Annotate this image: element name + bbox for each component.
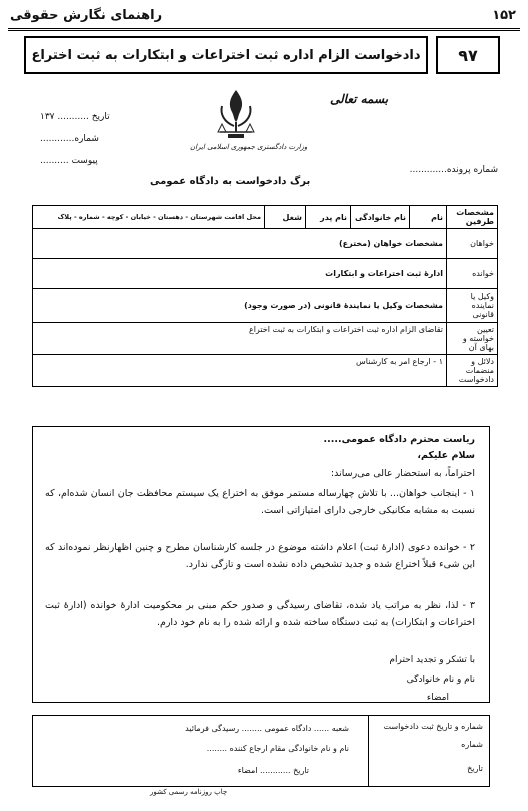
greeting: سلام علیکم،	[417, 450, 475, 461]
header-rule-2	[8, 30, 520, 31]
table-row	[33, 323, 498, 355]
closing: با تشکر و تجدید احترام	[389, 655, 475, 665]
iran-emblem-icon	[212, 86, 260, 141]
book-title: راهنمای نگارش حقوقی	[10, 8, 163, 23]
bismillah: بسمه تعالی	[330, 92, 389, 106]
table-header: شغل	[265, 206, 306, 229]
table-header: مشخصات طرفین	[447, 206, 498, 229]
row-value: ۱ - ارجاع امر به کارشناس	[33, 355, 447, 387]
attachment-field: پیوست ..........	[40, 156, 98, 166]
paragraph-3: ۳ - لذا، نظر به مراتب یاد شده، تقاضای رسیدگی و صدور حکم مبنی بر محکومیت ادارهٔ خوانده (ادارهٔ ثبت اختراعات و ابتکارات) به ثبت دستگاه ساخته شده و ارائه شده را به نام خود دارم.	[45, 600, 475, 628]
table-row	[33, 259, 498, 289]
name-line: نام و نام خانوادگی	[406, 675, 475, 685]
table-header: نام خانوادگی	[351, 206, 410, 229]
paragraph-2: ۲ - خوانده دعوی (ادارهٔ ثبت) اعلام داشته موضوع در جلسه کارشناسان مطرح و چنین اظهارنظر نموده‌اند که این شیء قبلاً اختراع شده و جدید تشخیص داده نشده است و تازگی ندارد.	[45, 542, 475, 570]
parties-table	[32, 205, 498, 387]
table-row	[33, 229, 498, 259]
table-header: محل اقامت شهرستان - دهستان - خیابان - کوچه - شماره - پلاک	[33, 206, 265, 229]
printer-note: چاپ روزنامه رسمی کشور	[150, 788, 228, 796]
registration-date: تاریخ	[467, 764, 483, 773]
row-label: خوانده	[447, 259, 498, 289]
table-header-row	[33, 206, 498, 229]
paragraph-1: ۱ - اینجانب خواهان... با تلاش چهارساله مستمر موفق به اختراع یک سیستم محافظت جان انسان شده‌ام، که نسبت به مشابه مکانیکی خارجی دارای امتیازاتی است.	[45, 488, 475, 516]
petition-body	[32, 426, 490, 703]
table-row	[33, 289, 498, 323]
file-number-field: شماره پرونده.............	[409, 165, 498, 175]
ministry-name: وزارت دادگستری جمهوری اسلامی ایران	[190, 143, 308, 151]
row-label: وکیل یا نماینده قانونی	[447, 289, 498, 323]
petition-heading: برگ دادخواست به دادگاه عمومی	[150, 176, 311, 187]
registration-label: شماره و تاریخ ثبت دادخواست	[383, 722, 483, 731]
salutation: ریاست محترم دادگاه عمومی.....	[323, 434, 475, 445]
row-value: ادارهٔ ثبت اختراعات و ابتکارات	[33, 259, 447, 289]
judge-line: نام و نام خانوادگی مقام ارجاع کننده ........	[206, 744, 349, 753]
registration-number: شماره	[461, 740, 483, 749]
row-label: دلائل و منضمات دادخواست	[447, 355, 498, 387]
table-header: نام پدر	[306, 206, 351, 229]
form-title: دادخواست الزام اداره ثبت اختراعات و ابتکارات به ثبت اختراع	[24, 36, 428, 74]
table-header: نام	[410, 206, 447, 229]
row-label: خواهان	[447, 229, 498, 259]
signature-line: امضاء	[426, 693, 449, 703]
page-number: ۱۵۲	[492, 8, 516, 23]
header-rule	[8, 28, 520, 29]
row-value: تقاضای الزام اداره ثبت اختراعات و ابتکارات به ثبت اختراع	[33, 323, 447, 355]
footer-divider	[368, 716, 369, 786]
form-number: ۹۷	[436, 36, 500, 74]
number-field: شماره............	[40, 134, 99, 144]
row-value: مشخصات وکیل یا نمایندهٔ قانونی (در صورت وجود)	[33, 289, 447, 323]
date-field: تاریخ ........... ۱۳۷	[40, 112, 110, 122]
date-signature-line: تاریخ ............ امضاء	[237, 766, 309, 775]
registration-footer	[32, 715, 490, 787]
row-value: مشخصات خواهان (مخترع)	[33, 229, 447, 259]
intro: احتراماً، به استحضار عالی می‌رساند:	[330, 468, 475, 479]
row-label: تعیین خواسته و بهای آن	[447, 323, 498, 355]
table-row	[33, 355, 498, 387]
branch-line: شعبه ...... دادگاه عمومی ........ رسیدگی فرمائید	[185, 724, 349, 733]
